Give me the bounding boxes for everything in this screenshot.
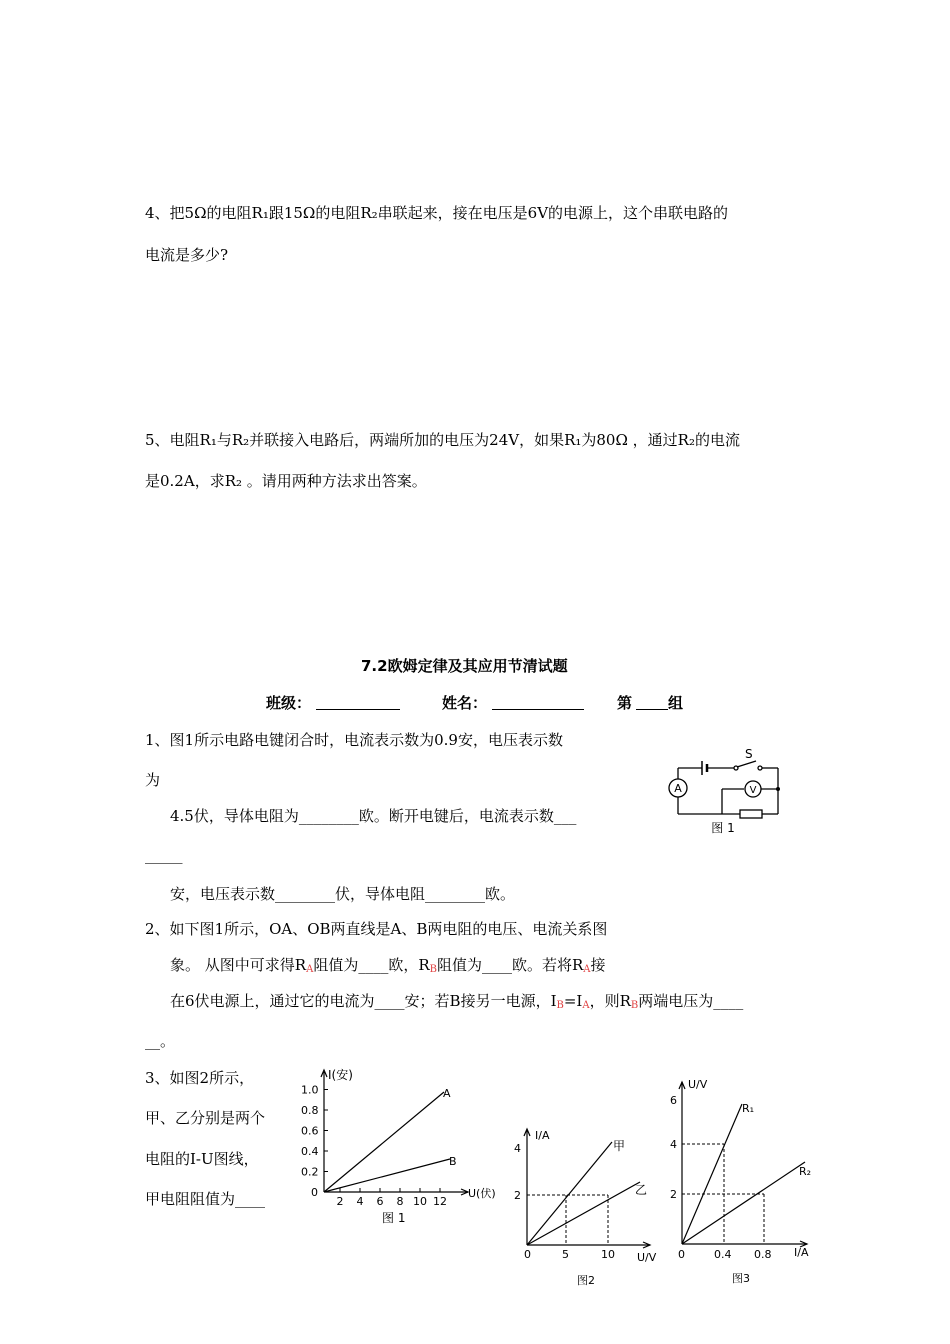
fig1-ytick-label: 0.8 [301, 1104, 319, 1117]
p2-line3 [170, 990, 743, 1011]
group-prefix: 第 [617, 694, 633, 712]
circuit-caption: 图 1 [711, 821, 735, 835]
p3-line4: 甲电阻阻值为____ [145, 1190, 266, 1208]
fig3-line1-label: R₁ [742, 1102, 755, 1115]
class-blank[interactable] [316, 709, 400, 710]
fig2-origin: 0 [524, 1248, 531, 1261]
q5-line1: 5、电阻R₁与R₂并联接入电路后，两端所加的电压为24V，如果R₁为80Ω ，通过R₂的电流 [145, 431, 740, 449]
p1-line4: _____ [145, 846, 183, 864]
fig3-ylabel: U/V [688, 1078, 708, 1091]
section-title: 7.2欧姆定律及其应用节清试题 [361, 657, 568, 675]
fig1-origin: 0 [311, 1186, 318, 1199]
q5-line2: 是0.2A，求R₂ 。请用两种方法求出答案。 [145, 472, 427, 490]
fig1-ytick-label: 1.0 [301, 1083, 319, 1097]
fig3-line2-label: R₂ [799, 1165, 812, 1178]
sub-b: B [630, 1000, 639, 1011]
p1-line2: 为 [145, 771, 161, 789]
fig3-xtick: 0.8 [754, 1248, 772, 1261]
fig2-line1-label: 甲 [613, 1139, 626, 1153]
p2-text: 阻值为____欧，R [313, 956, 430, 974]
p2-text: 象。 从图中可求得R [170, 956, 307, 974]
p2-text: 阻值为____欧。若将R [436, 956, 584, 974]
p3-line3: 电阻的I-U图线， [145, 1150, 259, 1168]
fig2-ytick: 4 [514, 1142, 521, 1155]
p2-line2 [170, 954, 606, 975]
p2-line1: 2、如下图1所示，OA、OB两直线是A、B两电阻的电压、电流关系图 [145, 920, 608, 938]
fig3-origin: 0 [678, 1248, 685, 1261]
fig1-line-a-label: A [443, 1087, 451, 1100]
fig1-ytick-label: 0.4 [301, 1145, 319, 1158]
p3-line2: 甲、乙分别是两个 [145, 1109, 266, 1127]
fig3-ytick: 2 [670, 1188, 677, 1201]
fig1-ylabel: I(安) [328, 1068, 353, 1082]
fig2-ytick: 2 [514, 1189, 521, 1202]
fig3-xtick: 0.4 [714, 1248, 732, 1261]
group-blank[interactable] [636, 709, 668, 710]
name-blank[interactable] [492, 709, 584, 710]
fig1-xtick-label: 4 [356, 1195, 364, 1208]
switch-label: S [745, 747, 753, 761]
p2-text: ，则R [589, 992, 631, 1010]
fig1-caption: 图 1 [382, 1211, 406, 1225]
fig3-ytick: 4 [670, 1138, 677, 1151]
sub-a: A [306, 964, 314, 975]
name-label: 姓名： [442, 694, 488, 712]
group-suffix: 组 [668, 694, 684, 712]
fig1-xlabel: U(伏) [468, 1187, 496, 1200]
fig3-ytick: 6 [670, 1094, 677, 1107]
fig1-xtick-label: 8 [396, 1195, 404, 1208]
fig2-xlabel: U/V [637, 1251, 657, 1264]
figure-3-graph [662, 1072, 822, 1287]
sub-b: B [429, 964, 437, 975]
fig3-caption: 图3 [732, 1272, 750, 1285]
q4-line2: 电流是多少? [145, 246, 229, 264]
sub-b: B [556, 1000, 564, 1011]
fig1-xtick-label: 2 [336, 1195, 344, 1208]
p2-text: 接 [590, 956, 606, 974]
fig1-xtick-label: 6 [376, 1195, 384, 1208]
sub-a: A [583, 964, 591, 975]
fig1-line-b-label: B [449, 1155, 457, 1168]
p2-text: 两端电压为____ [638, 992, 744, 1010]
p2-line4: __。 [145, 1032, 176, 1050]
fig1-ytick-label: 0.2 [301, 1165, 319, 1179]
figure-2-graph [505, 1120, 665, 1290]
fig2-xtick: 10 [601, 1248, 615, 1261]
voltmeter-label: V [749, 785, 757, 796]
fig2-xtick: 5 [562, 1248, 569, 1261]
p1-line1: 1、图1所示电路电键闭合时，电流表示数为0.9安，电压表示数 [145, 731, 563, 749]
p2-text: 在6伏电源上，通过它的电流为____安；若B接另一电源，I [170, 992, 557, 1010]
p1-line5: 安，电压表示数________伏，导体电阻________欧。 [170, 885, 516, 903]
sub-a: A [582, 1000, 590, 1011]
fig2-ylabel: I/A [535, 1129, 550, 1142]
class-label: 班级： [266, 694, 312, 712]
p1-line3: 4.5伏，导体电阻为________欧。断开电键后，电流表示数___ [170, 807, 577, 825]
p2-text: =I [563, 992, 583, 1010]
fig1-ytick-label: 0.6 [301, 1124, 319, 1138]
circuit-diagram [660, 746, 790, 836]
q4-line1: 4、把5Ω的电阻R₁跟15Ω的电阻R₂串联起来，接在电压是6V的电源上，这个串联电路的 [145, 204, 729, 222]
ammeter-label: A [674, 782, 682, 795]
p3-line1: 3、如图2所示， [145, 1069, 255, 1087]
fig1-xtick-label: 10 [413, 1195, 427, 1208]
fig2-caption: 图2 [577, 1274, 595, 1287]
fig2-line2-label: 乙 [635, 1183, 648, 1197]
fig1-xtick-label: 12 [433, 1195, 447, 1208]
figure-1-graph [300, 1062, 510, 1232]
fig3-xlabel: I/A [794, 1246, 809, 1259]
